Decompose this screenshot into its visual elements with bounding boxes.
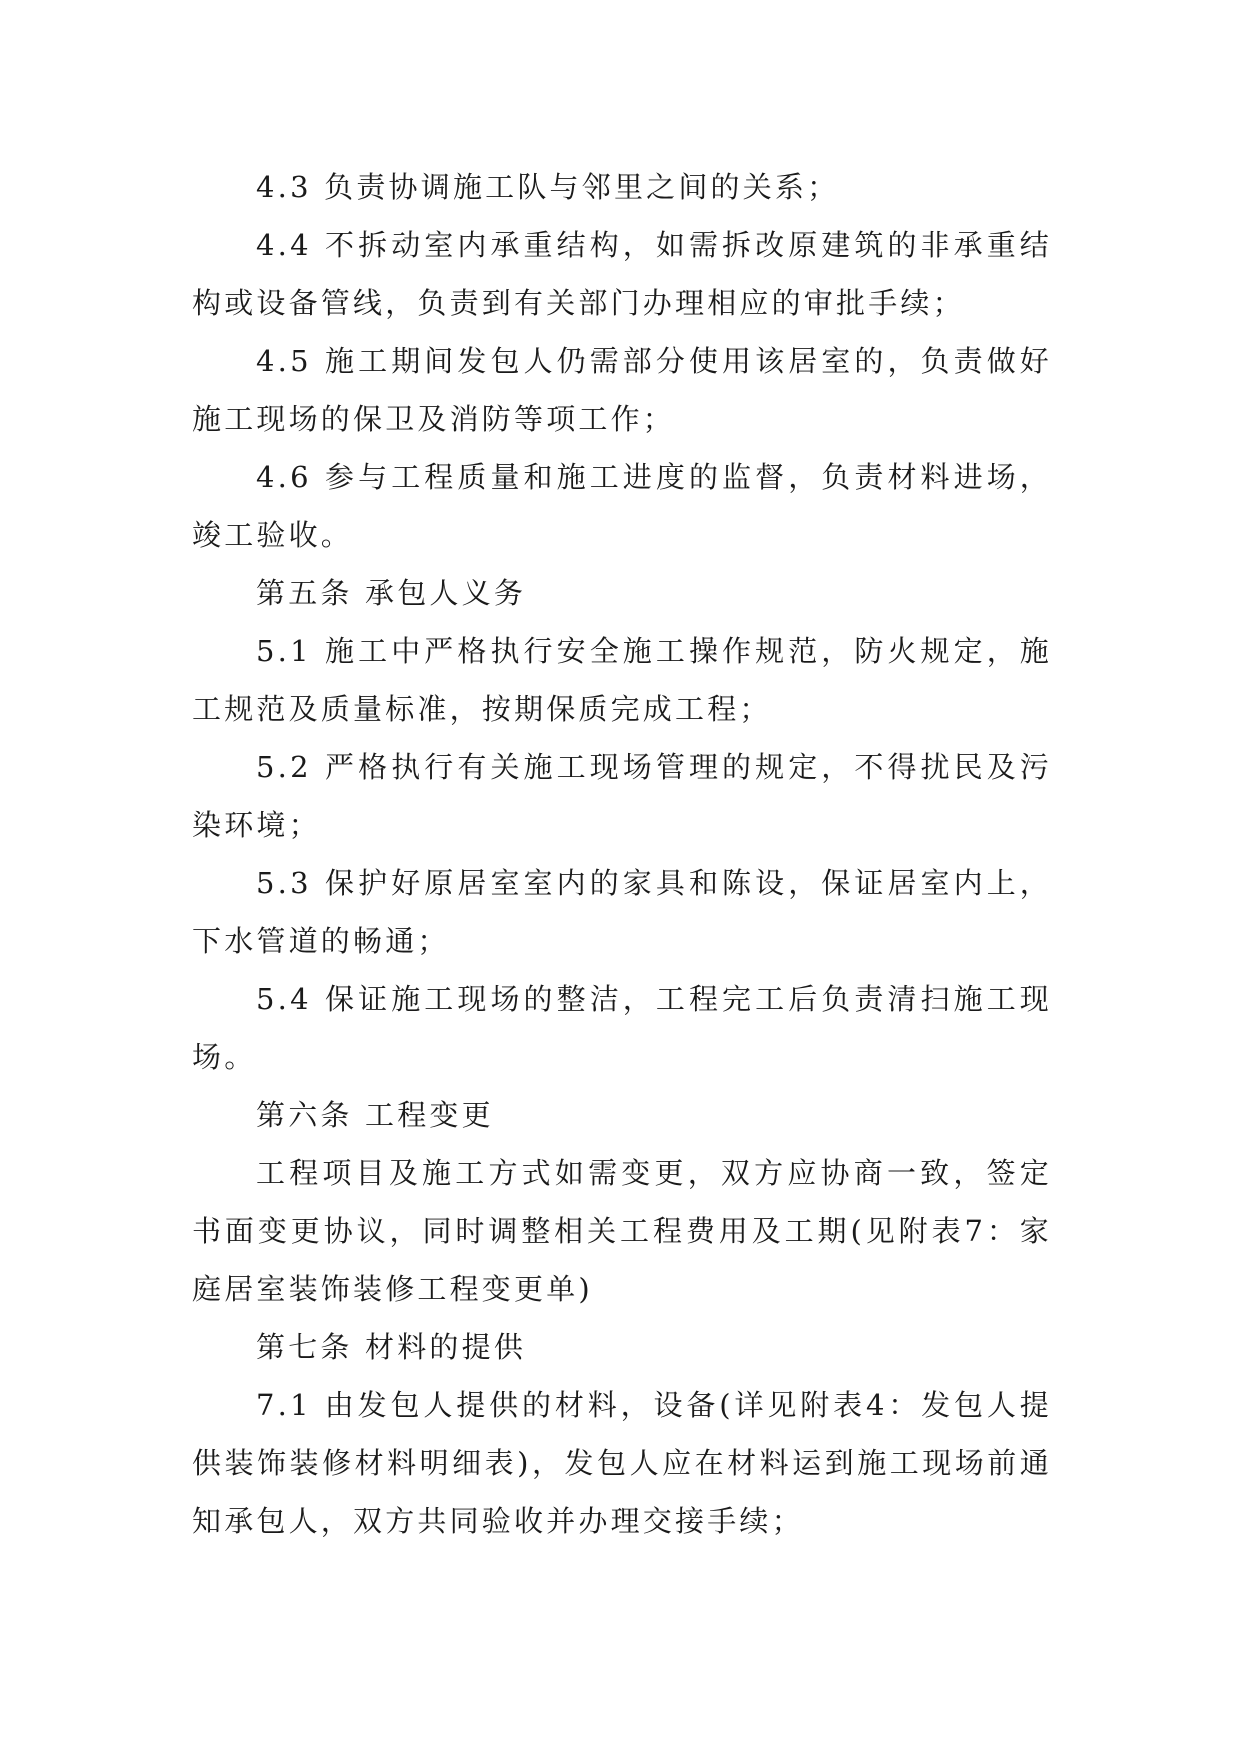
article-6-heading: 第六条 工程变更 [256,1098,494,1132]
clause-4-4: 4.4 不拆动室内承重结构，如需拆改原建筑的非承重结构或设备管线，负责到有关部门办理相应的审批手续； [192,228,1052,320]
clause-5-4: 5.4 保证施工现场的整洁，工程完工后负责清扫施工现场。 [192,982,1052,1074]
article-7-heading: 第七条 材料的提供 [256,1330,527,1364]
clause-4-6: 4.6 参与工程质量和施工进度的监督，负责材料进场，竣工验收。 [192,460,1052,552]
clause-5-3: 5.3 保护好原居室室内的家具和陈设，保证居室内上，下水管道的畅通； [192,866,1052,958]
document-body [192,158,1052,1550]
article-5-heading: 第五条 承包人义务 [256,576,527,610]
clause-7-1: 7.1 由发包人提供的材料，设备(详见附表4：发包人提供装饰装修材料明细表)，发包人应在材料运到施工现场前通知承包人，双方共同验收并办理交接手续； [192,1388,1052,1538]
clause-5-2: 5.2 严格执行有关施工现场管理的规定，不得扰民及污染环境； [192,750,1052,842]
clause-4-3: 4.3 负责协调施工队与邻里之间的关系； [256,170,840,204]
article-6-body: 工程项目及施工方式如需变更，双方应协商一致，签定书面变更协议，同时调整相关工程费用及工期(见附表7：家庭居室装饰装修工程变更单) [192,1156,1052,1306]
clause-5-1: 5.1 施工中严格执行安全施工操作规范，防火规定，施工规范及质量标准，按期保质完成工程； [192,634,1052,726]
clause-4-5: 4.5 施工期间发包人仍需部分使用该居室的，负责做好施工现场的保卫及消防等项工作； [192,344,1052,436]
